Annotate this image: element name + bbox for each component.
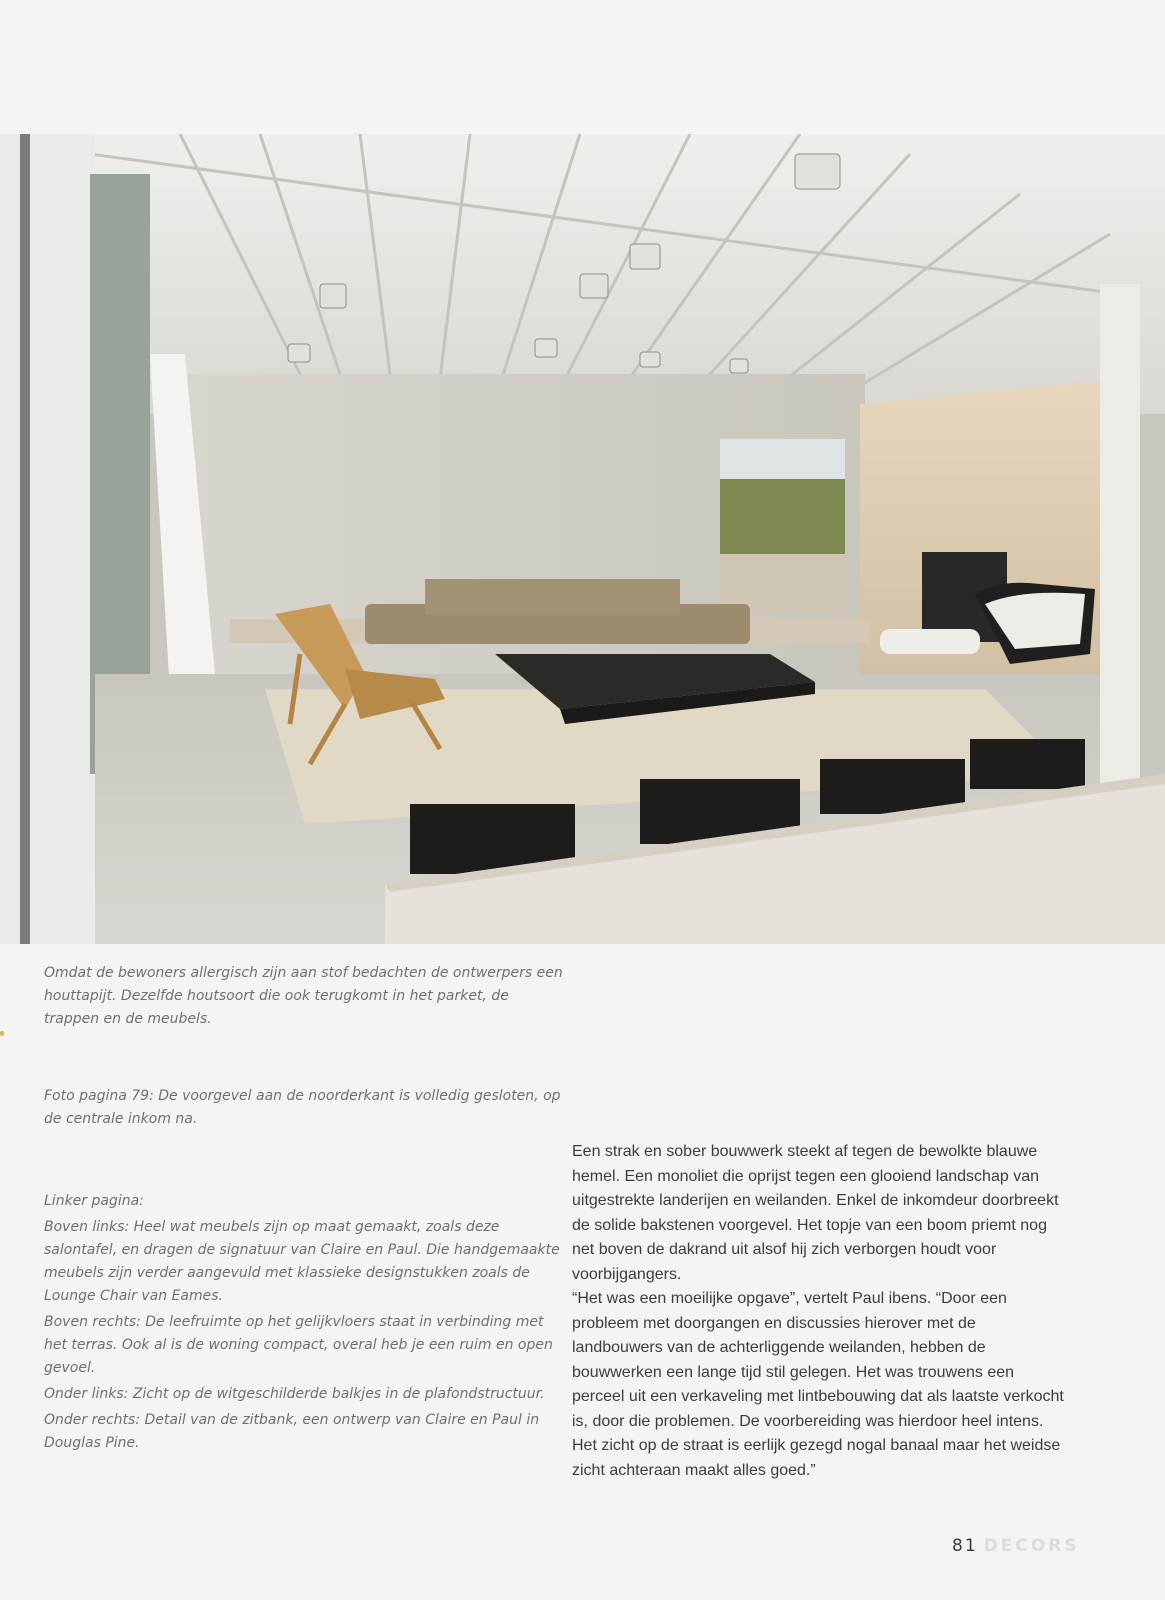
left-page-item: Boven links: Heel wat meubels zijn op maat gemaakt, zoals deze salontafel, en dragen de signatuur van Claire en Paul. Die handgemaakte meubels zijn verder aangevuld met klassieke designstukken zoals de Lounge Chair van Eames. — [44, 1219, 560, 1304]
article-paragraph: Een strak en sober bouwwerk steekt af tegen de bewolkte blauwe hemel. Een monoliet die oprijst tegen een glooiend landschap van uitgestrekte landerijen en weilanden. Enkel de inkomdeur doorbreekt de solide bakstenen voorgevel. Het topje van een boom priemt nog net boven de dakrand uit alsof hij zich verborgen houdt voor voorbijgangers. — [572, 1143, 1059, 1283]
page-folio — [952, 1536, 1080, 1556]
article-paragraph: “Het was een moeilijke opgave”, vertelt Paul ibens. “Door een probleem met doorgangen en discussies hierover met de landbouwers van de achterliggende weilanden, hebben de bouwwerken een lange tijd stil gelegen. Het was trouwens een perceel uit een verkaveling met lintbebouwing dat als laatste verkocht is, door die problemen. De voorbereiding was hierdoor heel intens. Het zicht op de straat is eerlijk gezegd nogal banaal maar het weidse zicht achteraan maakt alles goed.” — [572, 1290, 1064, 1479]
magazine-name: DECORS — [983, 1536, 1080, 1556]
page-number: 81 — [952, 1536, 978, 1556]
decorative-dot — [0, 1031, 4, 1036]
photo-caption-text: Omdat de bewoners allergisch zijn aan stof bedachten de ontwerpers een houttapijt. Dezelfde houtsoort die ook terugkomt in het parket, de trappen en de meubels. — [44, 965, 563, 1027]
left-page-item: Onder rechts: Detail van de zitbank, een ontwerp van Claire en Paul in Douglas Pine. — [44, 1412, 540, 1451]
left-page-heading: Linker pagina: — [44, 1193, 144, 1209]
foto-page-caption-text: Foto pagina 79: De voorgevel aan de noorderkant is volledig gesloten, op de centrale inkom na. — [44, 1088, 561, 1127]
left-page-item: Boven rechts: De leefruimte op het gelijkvloers staat in verbinding met het terras. Ook al is de woning compact, overal heb je een ruim en open gevoel. — [44, 1314, 553, 1376]
left-page-captions — [44, 1190, 564, 1458]
photo-caption — [44, 962, 564, 1034]
left-page-item: Onder links: Zicht op de witgeschilderde balkjes in de plafondstructuur. — [44, 1386, 545, 1402]
article-body — [572, 1140, 1067, 1483]
foto-page-caption — [44, 1085, 564, 1134]
interior-photo — [0, 134, 1165, 944]
